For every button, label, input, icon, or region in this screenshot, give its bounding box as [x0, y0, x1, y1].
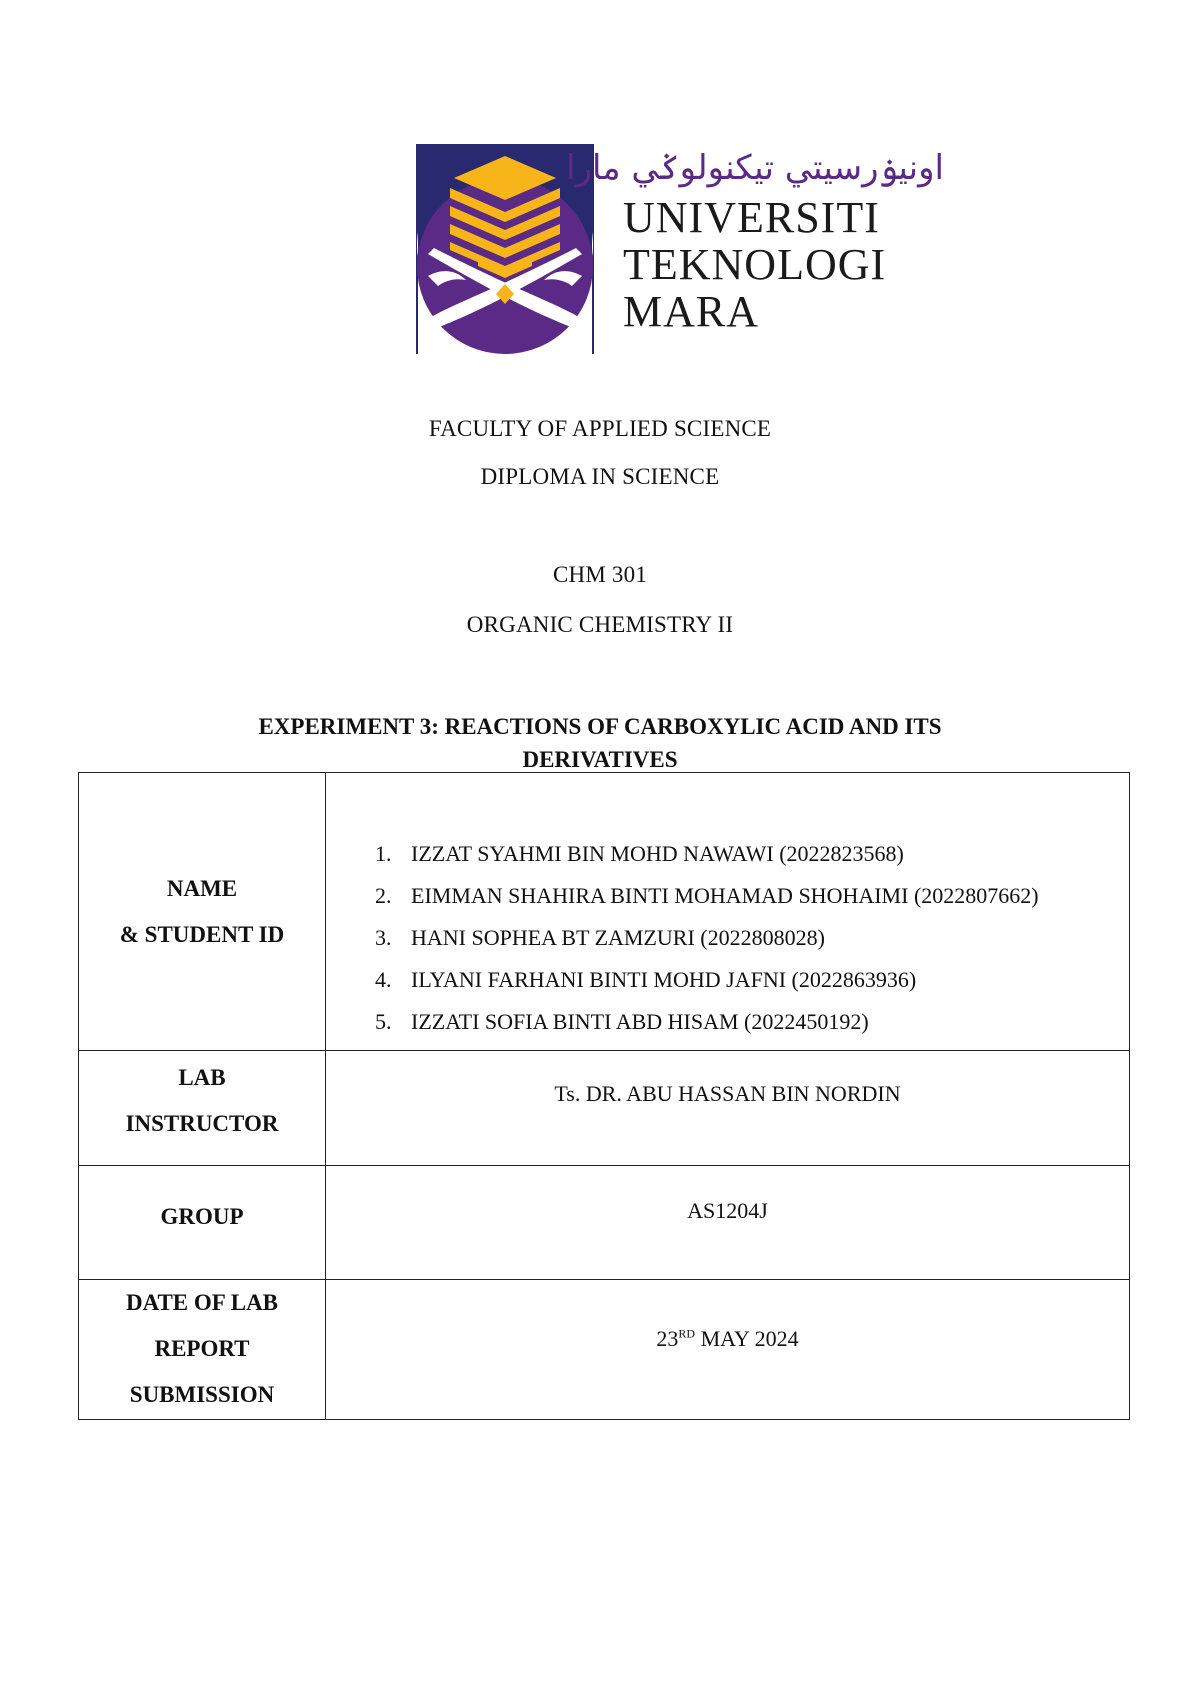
list-item: 4. ILYANI FARHANI BINTI MOHD JAFNI (2022863936): [375, 967, 917, 992]
list-item: 1. IZZAT SYAHMI BIN MOHD NAWAWI (2022823568): [375, 841, 904, 866]
members-cell: [326, 773, 1130, 1051]
faculty-name: FACULTY OF APPLIED SCIENCE: [428, 416, 772, 441]
experiment-title-line2: DERIVATIVES: [522, 747, 678, 772]
group-value: AS1204J: [687, 1198, 768, 1223]
instructor-value-cell: [326, 1051, 1130, 1166]
report-info-table: [78, 772, 1130, 1420]
member-name: EIMMAN SHAHIRA BINTI MOHAMAD SHOHAIMI (2022807662): [411, 883, 1039, 908]
program-name: DIPLOMA IN SCIENCE: [480, 464, 720, 489]
table-row-date: [79, 1280, 1130, 1420]
list-item: 3. HANI SOPHEA BT ZAMZURI (2022808028): [375, 925, 825, 950]
table-row-group: [79, 1166, 1130, 1280]
logo-line-universiti: UNIVERSITI: [623, 193, 880, 242]
logo-jawi-text: اونيۏرسيتي تيكنولوݢي مارا: [566, 148, 944, 188]
list-item: 5. IZZATI SOFIA BINTI ABD HISAM (2022450192): [375, 1009, 869, 1034]
logo-wordmark: [623, 194, 886, 335]
submission-date: 23RD MAY 2024: [656, 1326, 799, 1351]
group-value-cell: [326, 1166, 1130, 1280]
members-list: [327, 833, 1128, 1043]
table-row-instructor: [79, 1051, 1130, 1166]
logo-line-mara: MARA: [623, 287, 760, 336]
date-value-cell: [326, 1280, 1130, 1420]
list-item: 2. EIMMAN SHAHIRA BINTI MOHAMAD SHOHAIMI (2022807662): [375, 883, 1039, 908]
logo-line-teknologi: TEKNOLOGI: [623, 240, 887, 289]
date-label-cell: [79, 1280, 326, 1420]
group-label-cell: [79, 1166, 326, 1280]
experiment-title-line1: EXPERIMENT 3: REACTIONS OF CARBOXYLIC ACID AND ITS: [258, 714, 942, 739]
student-id-label: & STUDENT ID: [119, 921, 285, 947]
date-label-line2: REPORT: [154, 1336, 250, 1361]
course-code: CHM 301: [552, 562, 648, 587]
member-name: IZZAT SYAHMI BIN MOHD NAWAWI (2022823568): [411, 841, 904, 866]
table-row-members: [79, 773, 1130, 1051]
instructor-name: Ts. DR. ABU HASSAN BIN NORDIN: [554, 1081, 901, 1106]
name-label: NAME: [166, 875, 238, 901]
name-label-cell: [79, 773, 326, 1051]
course-name: ORGANIC CHEMISTRY II: [466, 612, 734, 637]
experiment-title: [150, 710, 1050, 776]
university-logo: [416, 144, 946, 354]
member-name: HANI SOPHEA BT ZAMZURI (2022808028): [411, 925, 825, 950]
member-name: IZZATI SOFIA BINTI ABD HISAM (2022450192): [411, 1009, 869, 1034]
instructor-label-cell: [79, 1051, 326, 1166]
date-label-line3: SUBMISSION: [129, 1382, 275, 1407]
date-label-line1: DATE OF LAB: [125, 1290, 279, 1315]
group-label: GROUP: [160, 1204, 244, 1229]
member-name: ILYANI FARHANI BINTI MOHD JAFNI (2022863936): [411, 967, 917, 992]
instructor-label-line2: INSTRUCTOR: [125, 1111, 279, 1136]
instructor-label-line1: LAB: [178, 1065, 226, 1090]
